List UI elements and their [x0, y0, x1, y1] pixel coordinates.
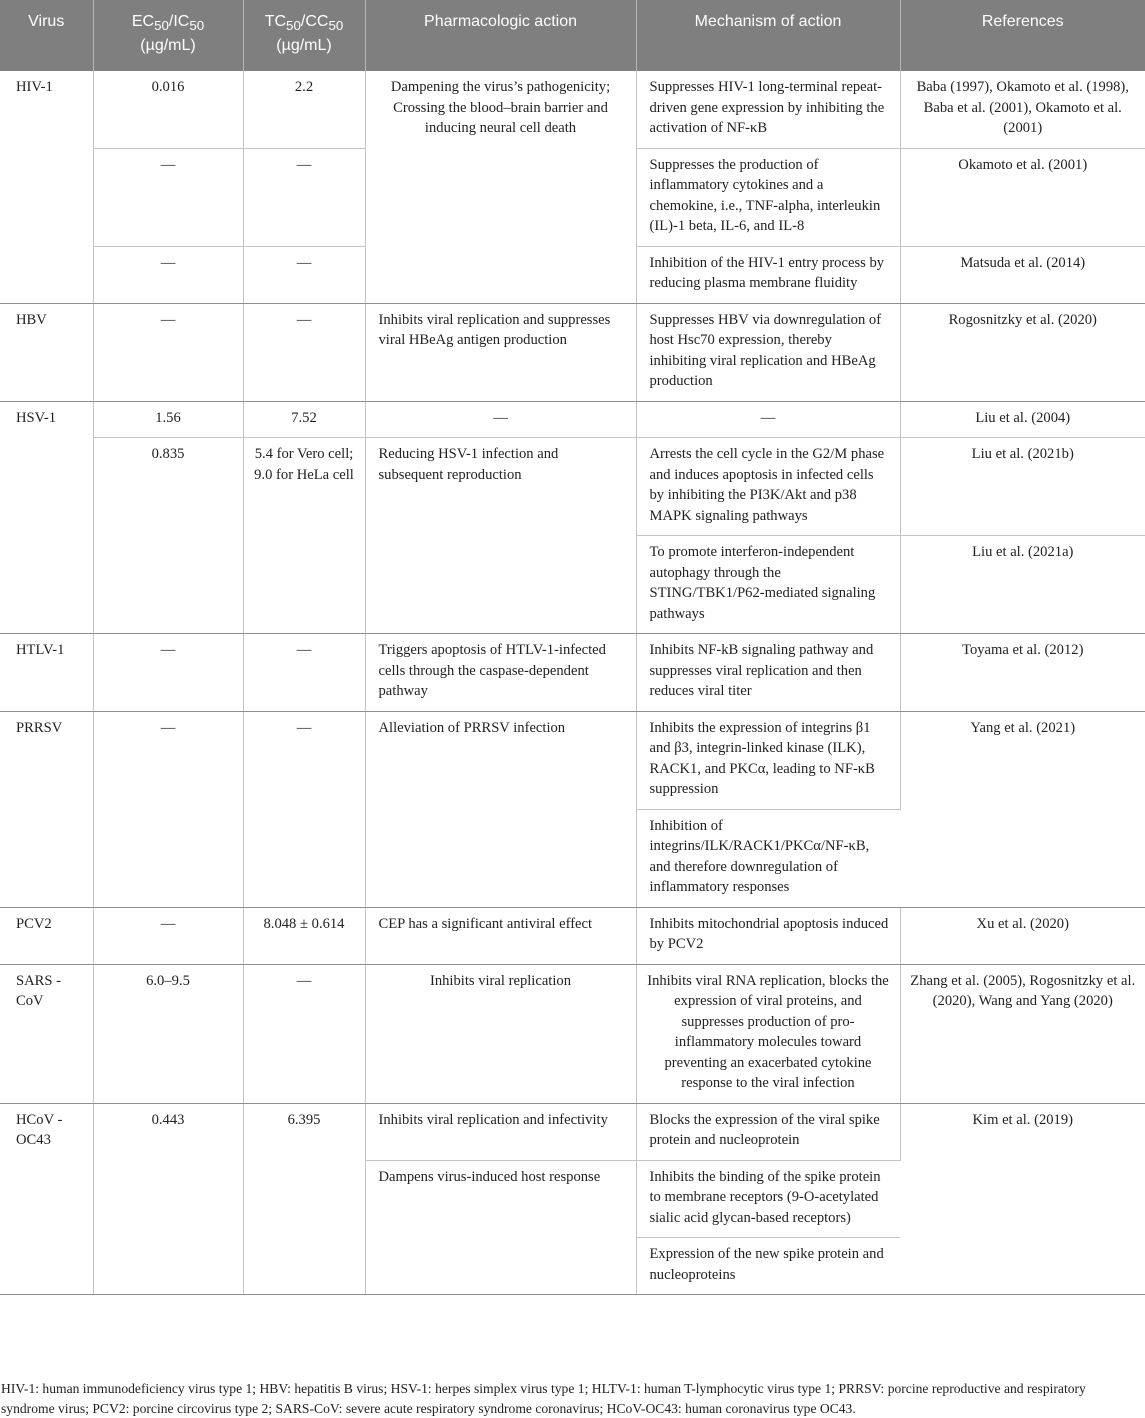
ec50-cell: 0.835 [93, 438, 243, 634]
mechanism-cell: Arrests the cell cycle in the G2/M phase and induces apoptosis in infected cells by inhibiting the PI3K/Akt and p38 MAPK signaling pathways [636, 438, 900, 536]
reference-cell: Xu et al. (2020) [900, 907, 1145, 964]
virus-cell: HCoV -OC43 [0, 1103, 93, 1295]
virus-cell: PRRSV [0, 711, 93, 907]
reference-cell: Liu et al. (2021a) [900, 536, 1145, 634]
ec50-cell: 6.0–9.5 [93, 964, 243, 1103]
mechanism-cell: — [636, 401, 900, 438]
ec50-cell: — [93, 711, 243, 907]
pharmacologic-cell: Alleviation of PRRSV infection [365, 711, 636, 907]
table-footnote: HIV-1: human immunodeficiency virus type 1; HBV: hepatitis B virus; HSV-1: herpes simplex virus type 1; HLTV-1: human T-lymphocytic virus type 1; PRRSV: porcine reproductive and respiratory syndrome virus; PCV2: porcine circovirus type 2; SARS-CoV: severe acute respiratory syndrome coronavirus; HCoV-OC43: human coronavirus type OC43. [1, 1381, 1086, 1416]
table-row [0, 907, 1145, 964]
table-header [0, 0, 1145, 71]
table-row [0, 438, 1145, 536]
tc50-cell: 5.4 for Vero cell; 9.0 for HeLa cell [243, 438, 365, 634]
mechanism-cell: Blocks the expression of the viral spike protein and nucleoprotein [636, 1103, 900, 1160]
table-row [0, 71, 1145, 148]
mechanism-cell: Suppresses the production of inflammatory cytokines and a chemokine, i.e., TNF-alpha, interleukin (IL)-1 beta, IL-6, and IL-8 [636, 148, 900, 246]
reference-cell: Okamoto et al. (2001) [900, 148, 1145, 246]
virus-cell: HSV-1 [0, 401, 93, 634]
tc50-cell: — [243, 711, 365, 907]
ec50-cell: — [93, 148, 243, 246]
pharmacologic-cell: Inhibits viral replication and infectivity [365, 1103, 636, 1160]
mechanism-cell: Inhibits viral RNA replication, blocks the expression of viral proteins, and suppresses production of pro-inflammatory molecules toward preventing an exacerbated cytokine response to the viral infection [636, 964, 900, 1103]
table-row [0, 401, 1145, 438]
pharmacologic-cell: Inhibits viral replication [365, 964, 636, 1103]
tc50-cell: — [243, 246, 365, 303]
header-tc50: $TC_{50}/CC_{50}$ (µg/mL) [243, 0, 365, 71]
reference-cell: Toyama et al. (2012) [900, 634, 1145, 712]
virus-cell: HBV [0, 303, 93, 401]
reference-cell: Zhang et al. (2005), Rogosnitzky et al. (2020), Wang and Yang (2020) [900, 964, 1145, 1103]
header-virus: Virus [0, 0, 93, 71]
pharmacologic-cell: Dampens virus-induced host response [365, 1160, 636, 1295]
mechanism-cell: To promote interferon-independent autophagy through the STING/TBK1/P62-mediated signaling pathways [636, 536, 900, 634]
pharmacologic-cell: Inhibits viral replication and suppresses viral HBeAg antigen production [365, 303, 636, 401]
reference-cell: Yang et al. (2021) [900, 711, 1145, 907]
pharmacologic-cell: Triggers apoptosis of HTLV-1-infected cells through the caspase-dependent pathway [365, 634, 636, 712]
tc50-cell: — [243, 634, 365, 712]
table-row [0, 303, 1145, 401]
virus-cell: PCV2 [0, 907, 93, 964]
ec50-cell: 1.56 [93, 401, 243, 438]
table-row [0, 1103, 1145, 1160]
pharmacologic-cell: CEP has a significant antiviral effect [365, 907, 636, 964]
mechanism-cell: Inhibits the expression of integrins β1 and β3, integrin-linked kinase (ILK), RACK1, and PKCα, leading to NF-κB suppression [636, 711, 900, 809]
header-references: References [900, 0, 1145, 71]
pharmacologic-cell: Reducing HSV-1 infection and subsequent reproduction [365, 438, 636, 634]
reference-cell: Kim et al. (2019) [900, 1103, 1145, 1295]
ec50-cell: — [93, 303, 243, 401]
mechanism-cell: Suppresses HBV via downregulation of host Hsc70 expression, thereby inhibiting viral replication and HBeAg production [636, 303, 900, 401]
mechanism-cell: Inhibits mitochondrial apoptosis induced by PCV2 [636, 907, 900, 964]
ec50-cell: — [93, 634, 243, 712]
reference-cell: Liu et al. (2004) [900, 401, 1145, 438]
tc50-cell: 7.52 [243, 401, 365, 438]
virus-cell: HTLV-1 [0, 634, 93, 712]
tc50-cell: — [243, 148, 365, 246]
table-row [0, 964, 1145, 1103]
tc50-cell: 2.2 [243, 71, 365, 148]
reference-cell: Matsuda et al. (2014) [900, 246, 1145, 303]
mechanism-cell: Suppresses HIV-1 long-terminal repeat-driven gene expression by inhibiting the activation of NF-κB [636, 71, 900, 148]
tc50-cell: 8.048 ± 0.614 [243, 907, 365, 964]
reference-cell: Baba (1997), Okamoto et al. (1998), Baba et al. (2001), Okamoto et al. (2001) [900, 71, 1145, 148]
ec50-cell: — [93, 907, 243, 964]
tc50-cell: — [243, 964, 365, 1103]
tc50-cell: 6.395 [243, 1103, 365, 1295]
mechanism-cell: Inhibits NF-kB signaling pathway and suppresses viral replication and then reduces viral titer [636, 634, 900, 712]
reference-cell: Liu et al. (2021b) [900, 438, 1145, 536]
ec50-cell: 0.016 [93, 71, 243, 148]
table-row [0, 711, 1145, 809]
tc50-cell: — [243, 303, 365, 401]
mechanism-cell: Inhibits the binding of the spike protein to membrane receptors (9-O-acetylated sialic acid glycan-based receptors) [636, 1160, 900, 1238]
virus-cell: SARS -CoV [0, 964, 93, 1103]
header-pharmacologic-action: Pharmacologic action [365, 0, 636, 71]
header-mechanism-of-action: Mechanism of action [636, 0, 900, 71]
table-row [0, 634, 1145, 712]
mechanism-cell: Expression of the new spike protein and nucleoproteins [636, 1238, 900, 1295]
header-ec50: $EC_{50}/IC_{50}$ (µg/mL) [93, 0, 243, 71]
ec50-cell: — [93, 246, 243, 303]
mechanism-cell: Inhibition of the HIV-1 entry process by reducing plasma membrane fluidity [636, 246, 900, 303]
virus-cell: HIV-1 [0, 71, 93, 303]
mechanism-cell: Inhibition of integrins/ILK/RACK1/PKCα/NF-κB, and therefore downregulation of inflammatory responses [636, 809, 900, 907]
reference-cell: Rogosnitzky et al. (2020) [900, 303, 1145, 401]
pharmacologic-cell: Dampening the virus’s pathogenicity; Crossing the blood–brain barrier and inducing neural cell death [365, 71, 636, 303]
ec50-cell: 0.443 [93, 1103, 243, 1295]
pharmacologic-cell: — [365, 401, 636, 438]
